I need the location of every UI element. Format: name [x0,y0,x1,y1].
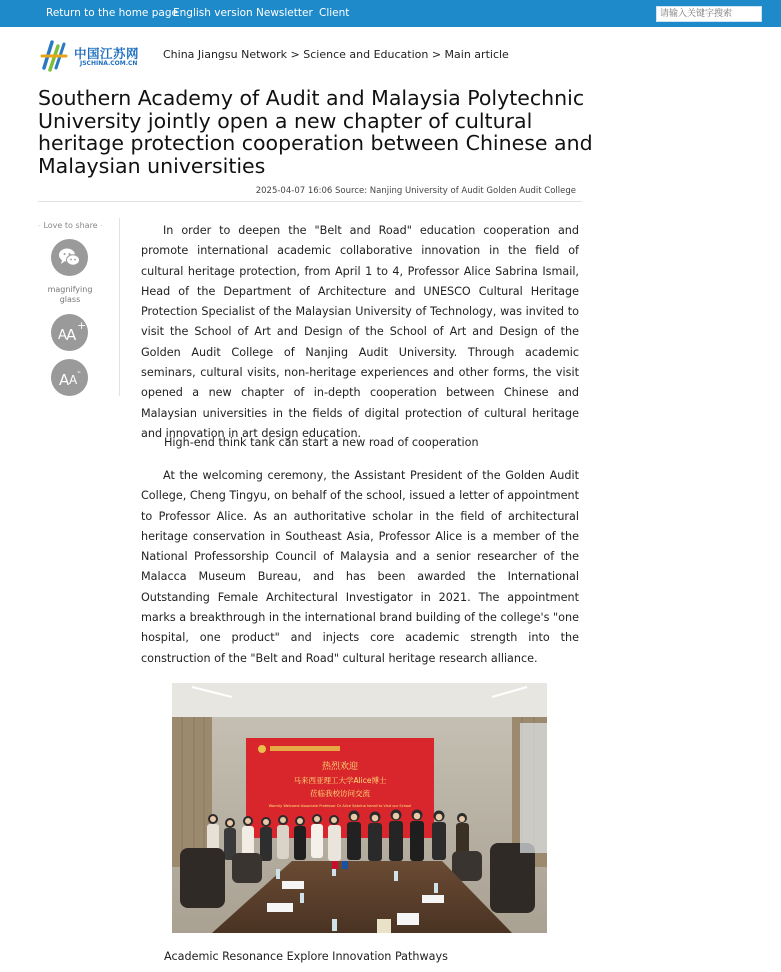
title-divider [38,201,582,202]
svg-text:+: + [77,319,87,332]
wechat-icon[interactable] [51,239,88,276]
article-subheading: High-end think tank can start a new road of cooperation [164,436,479,449]
article-title: Southern Academy of Audit and Malaysia Polytechnic University jointly open a new chapter of cultural heritage protection cooperation between Chinese and Malaysian universities [38,86,593,178]
magnifying-glass-label: magnifying glass [47,285,93,304]
svg-text:A: A [59,371,70,389]
photo-banner-line: 莅临我校访问交流 [310,789,370,798]
font-increase-icon[interactable] [51,314,88,351]
svg-text:-: - [77,365,81,378]
search-input[interactable] [656,6,762,22]
breadcrumb: China Jiangsu Network > Science and Education > Main article [163,48,509,61]
share-panel [38,218,120,396]
article-meta: 2025-04-07 16:06 Source: Nanjing University of Audit Golden Audit College [255,186,576,196]
font-decrease-icon[interactable] [51,359,88,396]
site-logo[interactable] [40,38,140,72]
svg-text:A: A [58,328,67,343]
article-subheading: Academic Resonance Explore Innovation Pathways [164,950,448,963]
svg-text:A: A [66,326,77,344]
svg-text:A: A [69,373,78,387]
share-label: - Love to share - [38,221,104,230]
article-paragraph: At the welcoming ceremony, the Assistant President of the Golden Audit College, Cheng Tingyu, on behalf of the school, issued a letter of appointment to Professor Alice. As an authoritative scholar in the field of architectural heritage conservation in Southeast Asia, Professor Alice is a member of the National Professorship Council of Malaysia and a senior researcher of the Malacca Museum Bureau, and has been awarded the International Outstanding Female Architectural Investigator in 2021. The appointment marks a breakthrough in the international brand building of the college's "one hospital, one product" and injects core academic strength into the construction of the "Belt and Road" cultural heritage research alliance. [141,469,579,665]
logo-mark-icon [40,38,70,72]
nav-english-link[interactable]: English version [173,7,253,19]
nav-client-link[interactable]: Client [319,7,350,19]
article-photo [172,683,547,933]
top-nav-bar [0,0,781,27]
nav-newsletter-link[interactable]: Newsletter [256,7,313,19]
nav-home-link[interactable]: Return to the home page [46,7,178,19]
article-paragraph: In order to deepen the "Belt and Road" education cooperation and promote international academic collaborative innovation in the field of cultural heritage protection, from April 1 to 4, Professor Alice Sabrina Ismail, Head of the Department of Architecture and UNESCO Cultural Heritage Protection Specialist of the Malaysian University of Technology, was invited to visit the School of Art and Design of the School of Art and Design of the Golden Audit College of Nanjing Audit University. Through academic seminars, cultural visits, non-heritage experiences and other forms, the visit opened a new chapter of in-depth cooperation between Chinese and Malaysian universities in the fields of digital protection of cultural heritage and innovation in art design education. [141,224,579,440]
photo-banner-line: Warmly Welcome Associate Professor Dr Alice Sabrina Ismail to Visit our School [268,804,412,808]
photo-banner-line: 热烈欢迎 [321,762,359,772]
logo-chinese-text: 中国江苏网 [74,46,140,61]
photo-banner-line: 马来西亚理工大学Alice博士 [293,776,387,785]
logo-english-text: JSCHINA.COM.CN [80,60,138,67]
